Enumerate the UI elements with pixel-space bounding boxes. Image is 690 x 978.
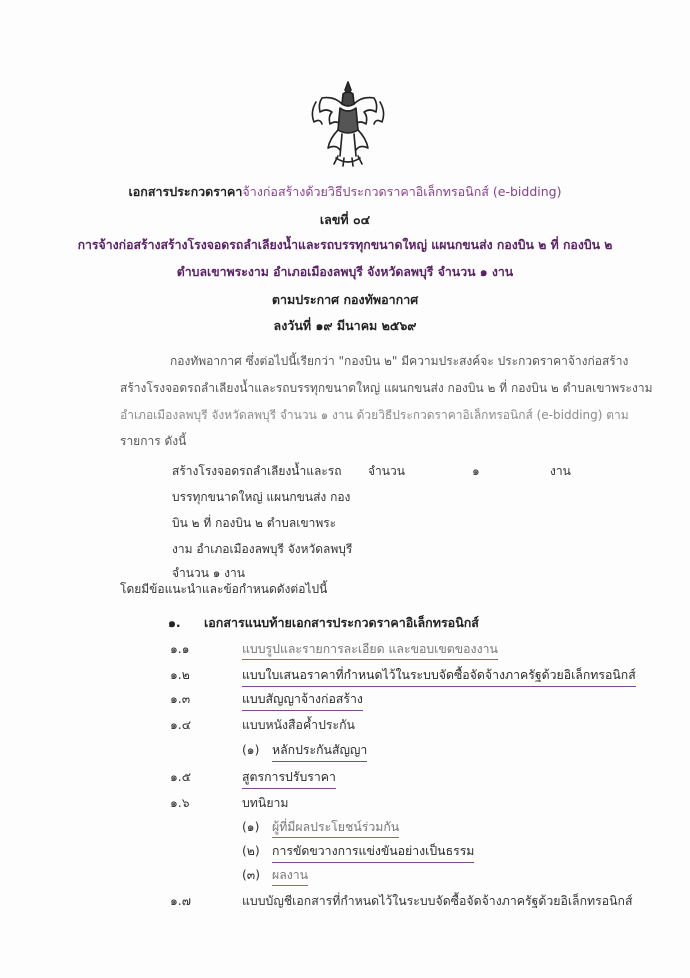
subject-line-2: ตำบลเขาพระงาม อำเภอเมืองลพบุรี จังหวัดลพบุรี จำนวน ๑ งาน [176, 265, 514, 279]
note-text: โดยมีข้อแนะนำและข้อกำหนดดังต่อไปนี้ [120, 582, 328, 596]
subject-line-1: การจ้างก่อสร้างสร้างโรงจอดรถลำเลียงน้ำและรถบรรทุกขนาดใหญ่ แผนกขนส่ง กองบิน ๒ ที่ กองบิน ๒ [77, 238, 613, 252]
item-name-line: จำนวน ๑ งาน [172, 566, 245, 580]
attachment-label: บทนิยาม [242, 796, 289, 810]
announce-line: ตามประกาศ กองทัพอากาศ [271, 292, 419, 307]
section-1-number: ๑. [168, 615, 181, 630]
item-name-line: สร้างโรงจอดรถลำเลียงน้ำและรถ [172, 464, 342, 478]
attachment-link[interactable]: แบบใบเสนอราคาที่กำหนดไว้ในระบบจัดซื้อจัดจ้างภาครัฐด้วยอิเล็กทรอนิกส์ [242, 666, 636, 687]
attachment-link[interactable]: การขัดขวางการแข่งขันอย่างเป็นธรรม [272, 842, 474, 863]
attachment-link[interactable]: สูตรการปรับราคา [242, 768, 336, 789]
item-unit: งาน [550, 464, 571, 478]
item-qty-value: ๑ [472, 464, 480, 478]
attachment-link[interactable]: หลักประกันสัญญา [272, 741, 367, 762]
attachment-link[interactable]: ผลงาน [272, 866, 308, 886]
date-line: ลงวันที่ ๑๙ มีนาคม ๒๕๖๙ [273, 318, 417, 333]
document-title [0, 182, 690, 202]
intro-line-4: รายการ ดังนี้ [120, 434, 187, 448]
document-page: เอกสารประกวดราคาจ้างก่อสร้างด้วยวิธีประกวดราคาอิเล็กทรอนิกส์ (e-bidding) เลขที่ ๐๔ การจ้างก่อสร้างสร้างโรงจอดรถลำเลียงน้ำและรถบรรทุกขนาดใหญ่ แผนกขนส่ง กองบิน ๒ ที่ กองบิน ๒ ตำบลเขาพระงาม อำเภอเมืองลพบุรี จังหวัดลพบุรี จำนวน ๑ งาน ตามประกาศ กองทัพอากาศ ลงวันที่ ๑๙ มีนาคม ๒๕๖๙ กองทัพอากาศ ซึ่งต่อไปนี้เรียกว่า "กองบิน ๒" มีความประสงค์จะ ประกวดราคาจ้างก่อสร้าง สร้างโรงจอดรถลำเลียงน้ำและรถบรรทุกขนาดใหญ่ แผนกขนส่ง กองบิน ๒ ที่ กองบิน ๒ ตำบลเขาพระงาม อำเภอเมืองลพบุรี จังหวัดลพบุรี จำนวน ๑ งาน ด้วยวิธีประกวดราคาอิเล็กทรอนิกส์ (e-bidding) ตาม รายการ ดังนี้ สร้างโรงจอดรถลำเลียงน้ำและรถ จำนวน ๑ งาน บรรทุกขนาดใหญ่ แผนกขนส่ง กอง บิน ๒ ที่ กองบิน ๒ ตำบลเขาพระ งาม อำเภอเมืองลพบุรี จังหวัดลพบุรี จำนวน ๑ งาน โดยมีข้อแนะนำและข้อกำหนดดังต่อไปนี้ ๑. เอกสารแนบท้ายเอกสารประกวดราคาอิเล็กทรอนิกส์ ๑.๑ แบบรูปและรายการละเอียด และขอบเขตของงาน ๑.๒ แบบใบเสนอราคาที่กำหนดไว้ในระบบจัดซื้อจัดจ้างภาครัฐด้วยอิเล็กทรอนิกส์ ๑.๓ แบบสัญญาจ้างก่อสร้าง ๑.๔ แบบหนังสือค้ำประกัน (๑) หลักประกันสัญญา ๑.๕ สูตรการปรับราคา ๑.๖ บทนิยาม (๑) ผู้ที่มีผลประโยชน์ร่วมกัน (๒) การขัดขวางการแข่งขันอย่างเป็นธรรม (๓) ผลงาน ๑.๗ แบบบัญชีเอกสารที่กำหนดไว้ในระบบจัดซื้อจัดจ้างภาครัฐด้วยอิเล็กทรอนิกส์ [0, 0, 690, 978]
attachment-link[interactable]: ผู้ที่มีผลประโยชน์ร่วมกัน [272, 818, 399, 838]
intro-line-3: อำเภอเมืองลพบุรี จังหวัดลพบุรี จำนวน ๑ งาน ด้วยวิธีประกวดราคาอิเล็กทรอนิกส์ (e-bidding) ตาม [120, 408, 629, 422]
attachment-label: แบบหนังสือค้ำประกัน [242, 718, 355, 732]
attachment-link[interactable]: แบบรูปและรายการละเอียด และขอบเขตของงาน [242, 640, 498, 660]
intro-line-1: กองทัพอากาศ ซึ่งต่อไปนี้เรียกว่า "กองบิน ๒" มีความประสงค์จะ ประกวดราคาจ้างก่อสร้าง [170, 354, 629, 368]
garuda-emblem [308, 78, 388, 170]
title-part3: ประกวดราคาอิเล็กทรอนิกส์ (e-bidding) [342, 184, 562, 199]
intro-line-2: สร้างโรงจอดรถลำเลียงน้ำและรถบรรทุกขนาดใหญ่ แผนกขนส่ง กองบิน ๒ ที่ กองบิน ๒ ตำบลเขาพระงาม [120, 381, 653, 395]
item-name-line: งาม อำเภอเมืองลพบุรี จังหวัดลพบุรี [172, 542, 353, 556]
title-part1: เอกสารประกวดราคา [128, 184, 243, 199]
document-number: เลขที่ ๐๔ [319, 212, 371, 227]
section-1-heading [168, 613, 479, 633]
item-name-line: บรรทุกขนาดใหญ่ แผนกขนส่ง กอง [172, 490, 351, 504]
section-1-title: เอกสารแนบท้ายเอกสารประกวดราคาอิเล็กทรอนิกส์ [204, 615, 479, 630]
item-name-line: บิน ๒ ที่ กองบิน ๒ ตำบลเขาพระ [172, 516, 337, 530]
title-part2: จ้างก่อสร้างด้วยวิธี [242, 184, 343, 199]
attachment-link[interactable]: แบบสัญญาจ้างก่อสร้าง [242, 690, 363, 711]
attachment-label: แบบบัญชีเอกสารที่กำหนดไว้ในระบบจัดซื้อจัดจ้างภาครัฐด้วยอิเล็กทรอนิกส์ [242, 894, 633, 908]
item-qty-label: จำนวน [368, 464, 405, 478]
